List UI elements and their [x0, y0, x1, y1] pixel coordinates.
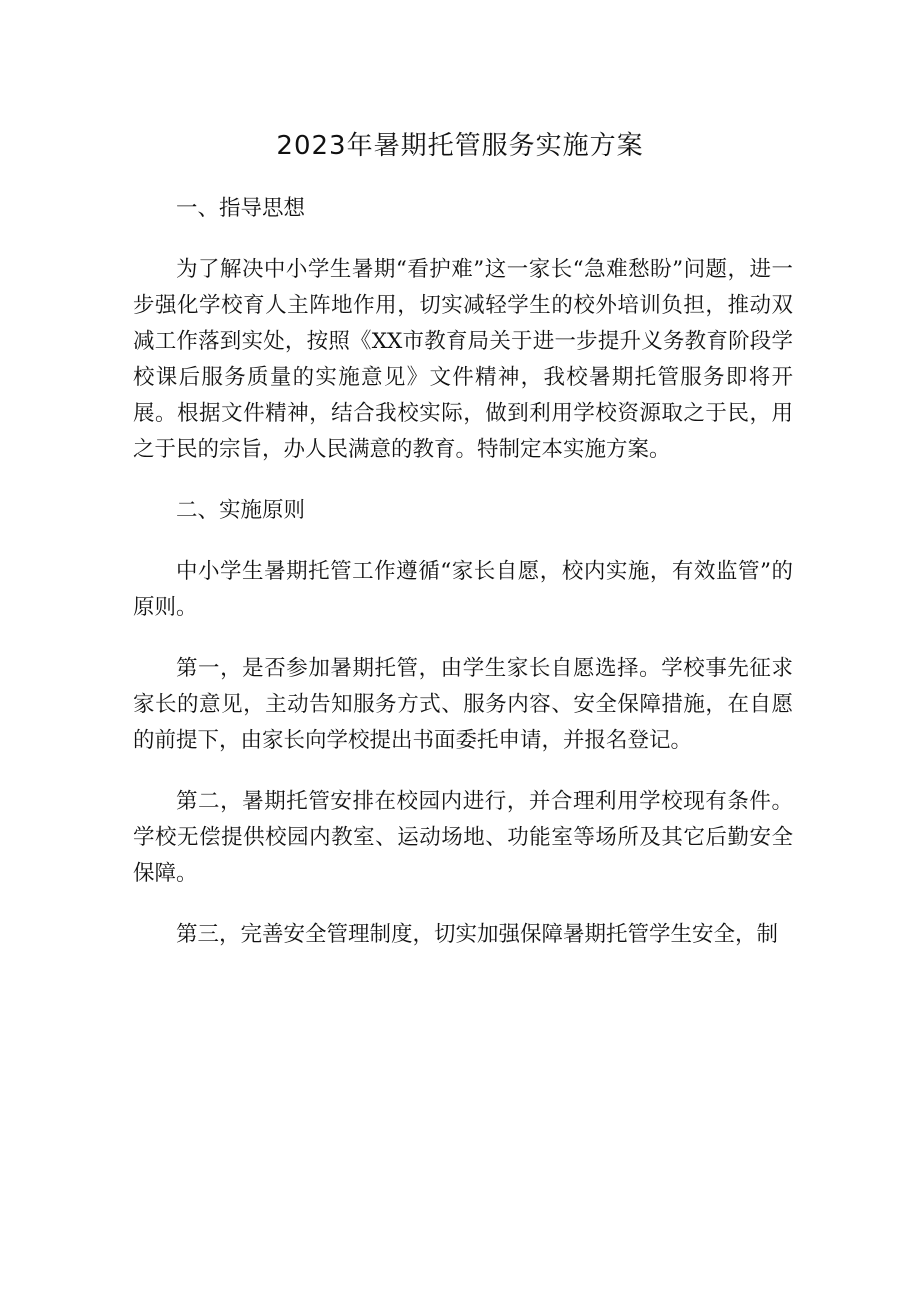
paragraph: 第二，暑期托管安排在校园内进行，并合理利用学校现有条件。学校无偿提供校园内教室、运动场地、功能室等场所及其它后勤安全保障。	[133, 789, 793, 886]
paragraph: 中小学生暑期托管工作遵循“家长自愿，校内实施，有效监管”的原则。	[133, 559, 793, 620]
paragraph: 为了解决中小学生暑期“看护难”这一家长“急难愁盼”问题，进一步强化学校育人主阵地作用，切实减轻学生的校外培训负担，推动双减工作落到实处，按照《XX市教育局关于进一步提升义务教育阶段学校课后服务质量的实施意见》文件精神，我校暑期托管服务即将开展。根据文件精神，结合我校实际，做到利用学校资源取之于民，用之于民的宗旨，办人民满意的教育。特制定本实施方案。	[133, 257, 793, 462]
paragraph: 第三，完善安全管理制度，切实加强保障暑期托管学生安全，制	[176, 922, 779, 947]
document-title: 2023年暑期托管服务实施方案	[276, 131, 644, 161]
paragraph: 第一，是否参加暑期托管，由学生家长自愿选择。学校事先征求家长的意见，主动告知服务方式、服务内容、安全保障措施，在自愿的前提下，由家长向学校提出书面委托申请，并报名登记。	[133, 656, 793, 753]
document-body	[133, 191, 793, 978]
section-heading-implementation-principles: 二、实施原则	[176, 498, 306, 523]
section-heading-guiding-ideology: 一、指导思想	[176, 196, 306, 221]
